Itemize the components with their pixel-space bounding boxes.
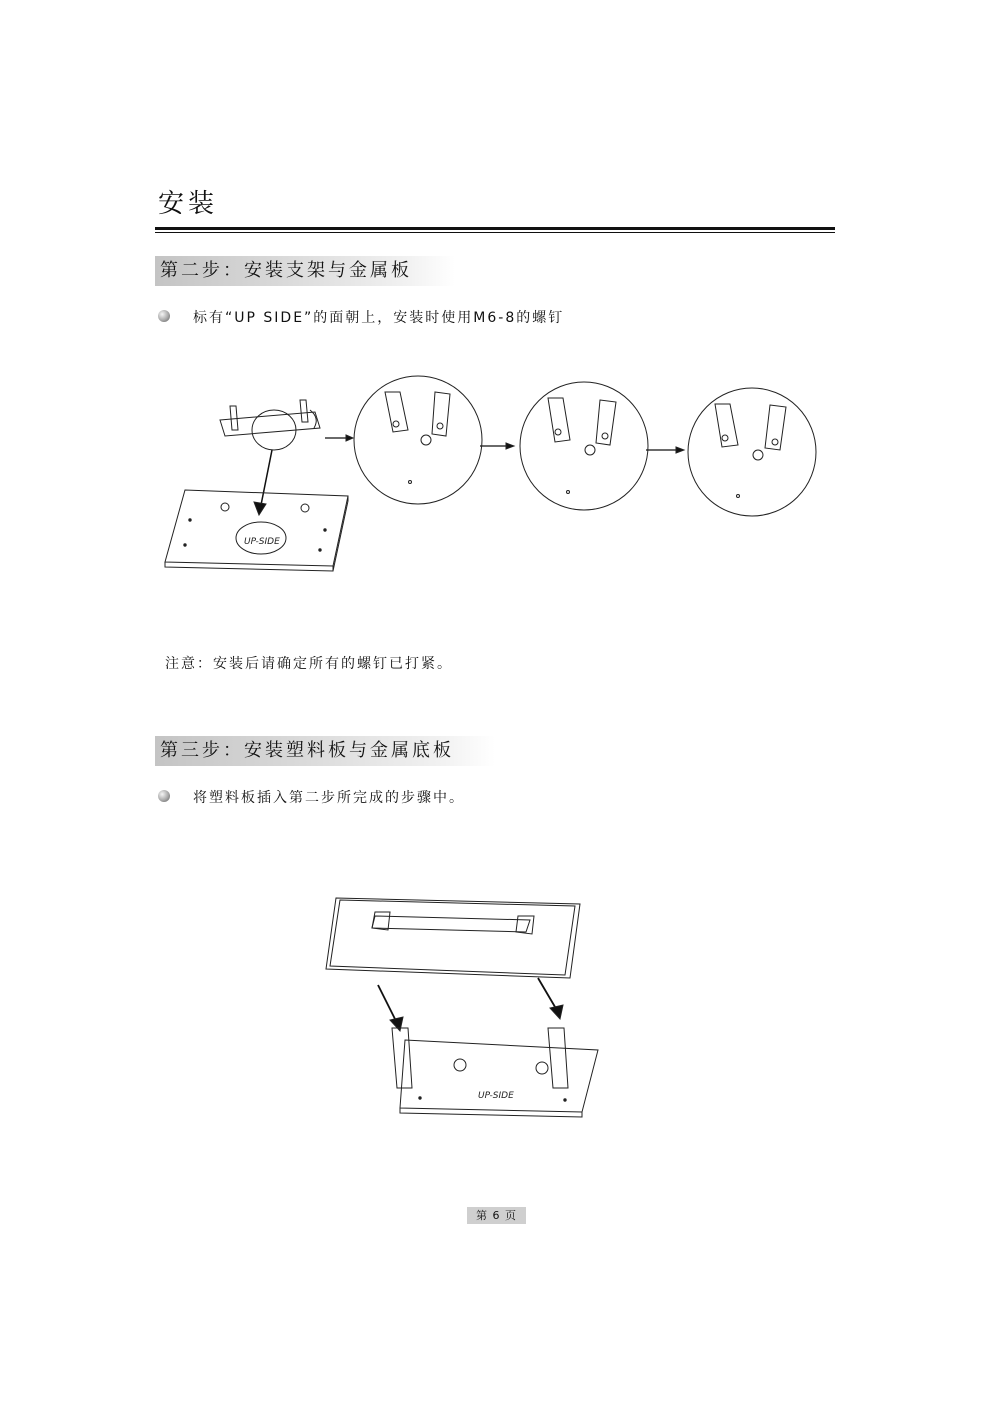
detail-circle-3 xyxy=(688,388,816,516)
upside-label-step3: UP-SIDE xyxy=(478,1091,514,1101)
step3-instruction: 将塑料板插入第二步所完成的步骤中。 xyxy=(193,790,465,806)
title-rule xyxy=(155,227,835,230)
plastic-plate-illustration xyxy=(326,898,580,978)
step2-instruction: 标有“UP SIDE”的面朝上，安装时使用M6-8的螺钉 xyxy=(193,310,565,326)
page-title: 安装 xyxy=(158,189,219,219)
step2-heading: 第二步：安装支架与金属板 xyxy=(155,256,455,286)
title-rule-thin xyxy=(155,232,835,233)
page-number: 第 6 页 xyxy=(467,1207,526,1224)
step2-note: 注意：安装后请确定所有的螺钉已打紧。 xyxy=(165,656,453,672)
upside-label-step2: UP-SIDE xyxy=(244,537,280,547)
bullet-icon xyxy=(158,790,170,802)
step3-figure xyxy=(320,890,610,1130)
detail-circle-1 xyxy=(354,376,482,504)
bullet-icon xyxy=(158,310,170,322)
detail-circle-2 xyxy=(520,382,648,510)
step2-figure xyxy=(150,370,840,585)
step3-heading: 第三步：安装塑料板与金属底板 xyxy=(155,736,495,766)
base-plate-illustration xyxy=(392,1028,598,1117)
bracket-illustration xyxy=(220,400,320,450)
